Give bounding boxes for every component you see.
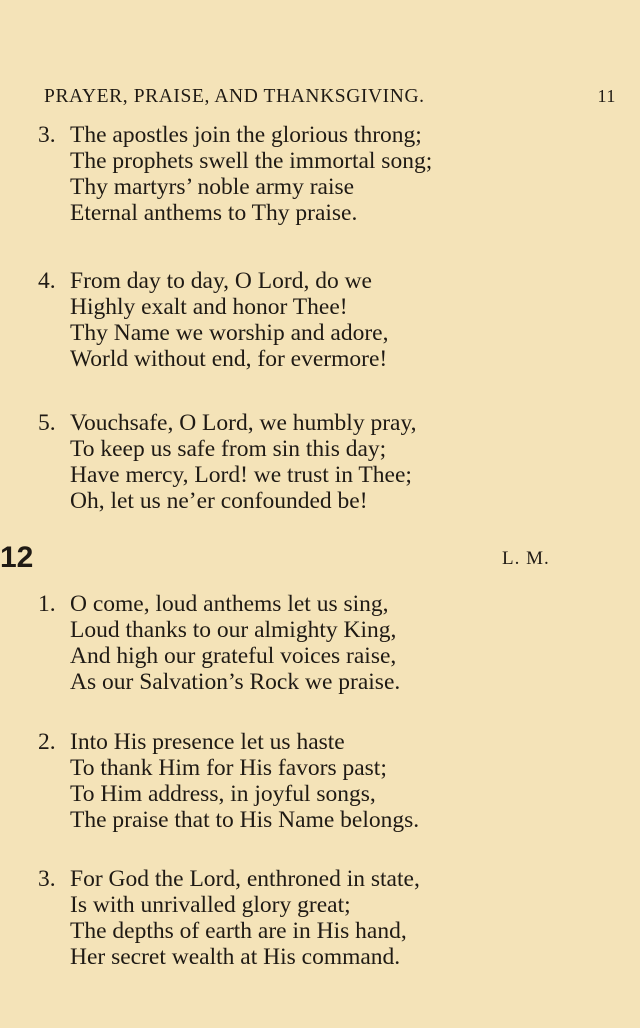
verse-line: To thank Him for His favors past; <box>70 755 387 781</box>
hymn-meter: L. M. <box>502 548 550 569</box>
verse-line: As our Salvation’s Rock we praise. <box>70 669 401 695</box>
verse-line: Is with unrivalled glory great; <box>70 892 351 918</box>
stanza-number: 2. <box>38 729 56 755</box>
page-number: 11 <box>597 86 616 106</box>
verse-line: And high our grateful voices raise, <box>70 643 397 669</box>
verse-line: From day to day, O Lord, do we <box>70 268 372 294</box>
verse-line: Into His presence let us haste <box>70 729 345 755</box>
verse-line: The prophets swell the immortal song; <box>70 148 433 174</box>
verse-line: World without end, for evermore! <box>70 346 388 372</box>
verse-line: Highly exalt and honor Thee! <box>70 294 348 320</box>
verse-line: The apostles join the glorious throng; <box>70 122 422 148</box>
verse-line: The depths of earth are in His hand, <box>70 918 407 944</box>
verse-line: Oh, let us ne’er confounded be! <box>70 488 368 514</box>
verse-line: Eternal anthems to Thy praise. <box>70 200 358 226</box>
verse-line: Loud thanks to our almighty King, <box>70 617 397 643</box>
verse-line: To keep us safe from sin this day; <box>70 436 387 462</box>
verse-line: Vouchsafe, O Lord, we humbly pray, <box>70 410 417 436</box>
verse-line: O come, loud anthems let us sing, <box>70 591 389 617</box>
stanza-number: 4. <box>38 268 56 294</box>
section-title: PRAYER, PRAISE, AND THANKSGIVING. <box>44 86 425 107</box>
verse-line: For God the Lord, enthroned in state, <box>70 866 420 892</box>
verse-line: To Him address, in joyful songs, <box>70 781 376 807</box>
stanza-number: 5. <box>38 410 56 436</box>
verse-line: Thy Name we worship and adore, <box>70 320 389 346</box>
verse-line: Thy martyrs’ noble army raise <box>70 174 355 200</box>
hymn-number: 12 <box>0 541 34 574</box>
stanza-number: 3. <box>38 122 56 148</box>
verse-line: Her secret wealth at His command. <box>70 944 401 970</box>
stanza-number: 3. <box>38 866 56 892</box>
verse-line: Have mercy, Lord! we trust in Thee; <box>70 462 412 488</box>
verse-line: The praise that to His Name belongs. <box>70 807 420 833</box>
stanza-number: 1. <box>38 591 56 617</box>
